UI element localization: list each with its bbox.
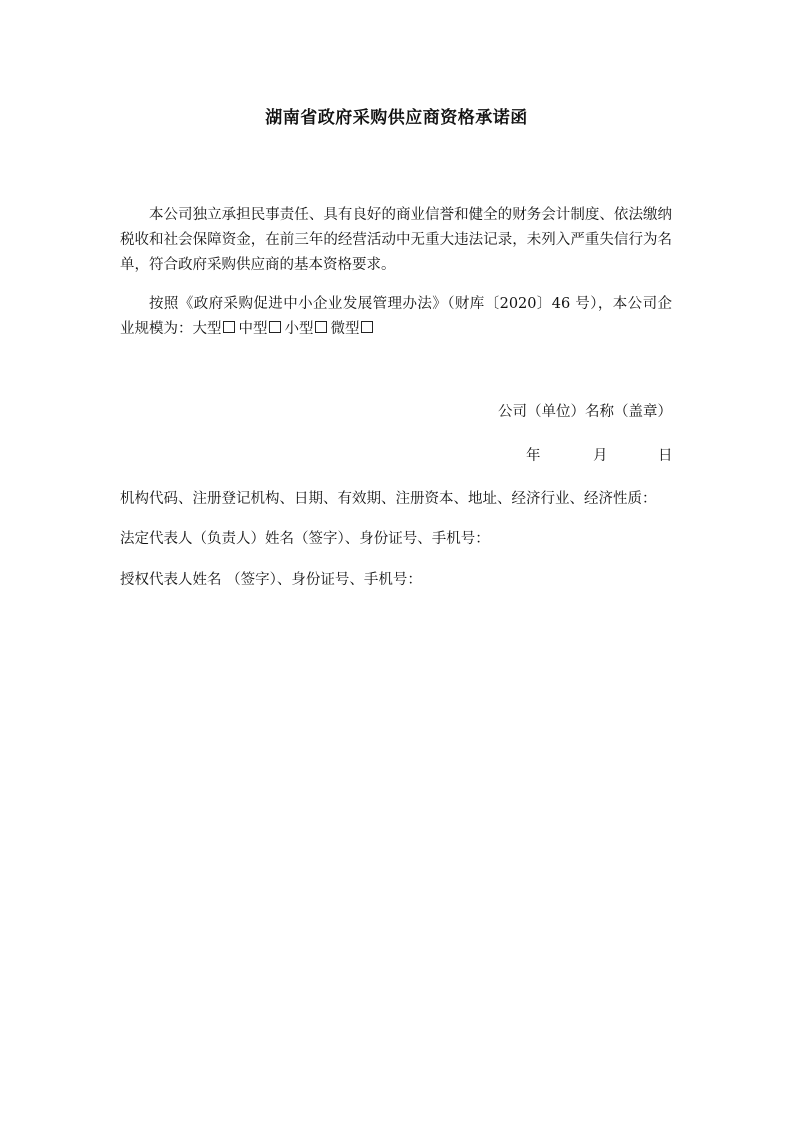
scale-micro-checkbox[interactable] — [361, 321, 373, 333]
scale-medium-checkbox[interactable] — [269, 321, 281, 333]
organization-info-field: 机构代码、注册登记机构、日期、有效期、注册资本、地址、经济行业、经济性质： — [120, 491, 657, 507]
enterprise-scale-paragraph — [120, 292, 672, 342]
document-title: 湖南省政府采购供应商资格承诺函 — [265, 108, 528, 128]
date-month-label: 月 — [593, 448, 608, 464]
authorized-representative-field: 授权代表人姓名 （签字）、身份证号、手机号： — [120, 572, 422, 588]
scale-option-micro-label: 微型 — [330, 321, 360, 337]
scale-option-large-label: 大型 — [192, 321, 222, 337]
scale-option-medium-label: 中型 — [238, 321, 268, 337]
scale-option-small-label: 小型 — [284, 321, 314, 337]
scale-large-checkbox[interactable] — [223, 321, 235, 333]
company-signature-line: 公司（单位）名称（盖章） — [498, 404, 672, 420]
scale-option-small[interactable] — [285, 321, 331, 337]
scale-option-large[interactable] — [193, 321, 239, 337]
commitment-paragraph: 本公司独立承担民事责任、具有良好的商业信誉和健全的财务会计制度、依法缴纳税收和社会保障资金，在前三年的经营活动中无重大违法记录，未列入严重失信行为名单，符合政府采购供应商的基本资格要求。 — [120, 207, 672, 273]
date-day-label: 日 — [658, 448, 673, 464]
enterprise-scale-text: 按照《政府采购促进中小企业发展管理办法》（财库〔2020〕46 号），本公司企业规模为： — [120, 296, 672, 337]
legal-representative-field: 法定代表人（负责人）姓名（签字）、身份证号、手机号： — [120, 531, 490, 547]
date-year-label: 年 — [526, 448, 541, 464]
scale-option-medium[interactable] — [239, 321, 285, 337]
scale-small-checkbox[interactable] — [315, 321, 327, 333]
scale-option-micro[interactable] — [331, 321, 377, 337]
